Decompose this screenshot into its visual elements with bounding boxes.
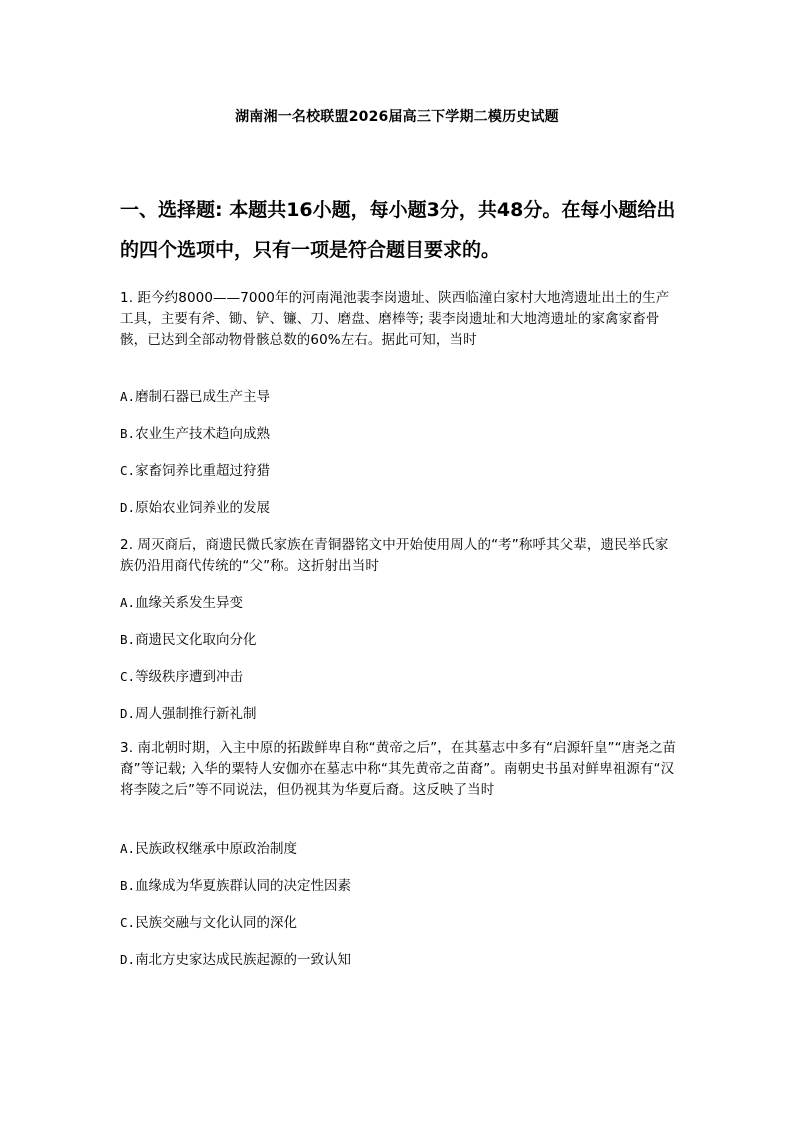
option-letter: A.	[120, 595, 136, 610]
option-text: 血缘成为华夏族群认同的决定性因素	[135, 878, 352, 894]
option-c	[120, 913, 297, 933]
question-stem: 2. 周灭商后，商遗民微氏家族在青铜器铭文中开始使用周人的“考”称呼其父辈，遗民举氏家族仍沿用商代传统的“父”称。这折射出当时	[120, 537, 669, 574]
option-letter: A.	[120, 389, 136, 404]
option-text: 家畜饲养比重超过狩猎	[135, 463, 271, 479]
question-2	[120, 535, 680, 722]
option-letter: C.	[120, 915, 136, 930]
option-letter: B.	[120, 632, 136, 647]
option-text: 血缘关系发生异变	[135, 595, 244, 611]
option-letter: B.	[120, 426, 136, 441]
option-letter: D.	[120, 952, 136, 967]
option-b	[120, 424, 270, 444]
option-text: 南北方史家达成民族起源的一致认知	[135, 952, 352, 968]
option-text: 农业生产技术趋向成熟	[135, 426, 271, 442]
option-d	[120, 498, 270, 518]
option-letter: A.	[120, 841, 136, 856]
question-3	[120, 738, 680, 968]
option-letter: D.	[120, 500, 136, 515]
question-1	[120, 288, 680, 516]
option-c	[120, 461, 270, 481]
option-a	[120, 593, 243, 613]
option-text: 商遗民文化取向分化	[135, 632, 257, 648]
question-stem: 3. 南北朝时期，入主中原的拓跋鲜卑自称“黄帝之后”，在其墓志中多有“启源轩皇”“唐尧之苗裔”等记载; 入华的粟特人安伽亦在墓志中称“其先黄帝之苗裔”。南朝史书虽对鲜卑祖源有“汉将李陵之后”等不同说法，但仍视其为华夏后裔。这反映了当时	[120, 740, 677, 798]
option-letter: D.	[120, 706, 136, 721]
option-b	[120, 630, 257, 650]
option-text: 磨制石器已成生产主导	[135, 389, 271, 405]
document-title: 湖南湘一名校联盟2026届高三下学期二模历史试题	[235, 109, 559, 125]
option-b	[120, 876, 351, 896]
option-d	[120, 704, 257, 724]
option-c	[120, 667, 243, 687]
option-a	[120, 839, 297, 859]
option-a	[120, 387, 270, 407]
option-d	[120, 950, 351, 970]
option-letter: C.	[120, 669, 136, 684]
option-letter: C.	[120, 463, 136, 478]
question-stem: 1. 距今约8000——7000年的河南渑池裴李岗遗址、陕西临潼白家村大地湾遗址出土的生产工具，主要有斧、锄、铲、镰、刀、磨盘、磨棒等; 裴李岗遗址和大地湾遗址的家禽家畜骨骸，已达到全部动物骨骸总数的60%左右。据此可知，当时	[120, 290, 670, 348]
option-letter: B.	[120, 878, 136, 893]
section-heading: 一、选择题: 本题共16小题，每小题3分，共48分。在每小题给出的四个选项中，只有一项是符合题目要求的。	[120, 199, 676, 261]
option-text: 民族政权继承中原政治制度	[135, 841, 298, 857]
option-text: 等级秩序遭到冲击	[135, 669, 244, 685]
option-text: 原始农业饲养业的发展	[135, 500, 271, 516]
option-text: 民族交融与文化认同的深化	[135, 915, 298, 931]
option-text: 周人强制推行新礼制	[135, 706, 257, 722]
